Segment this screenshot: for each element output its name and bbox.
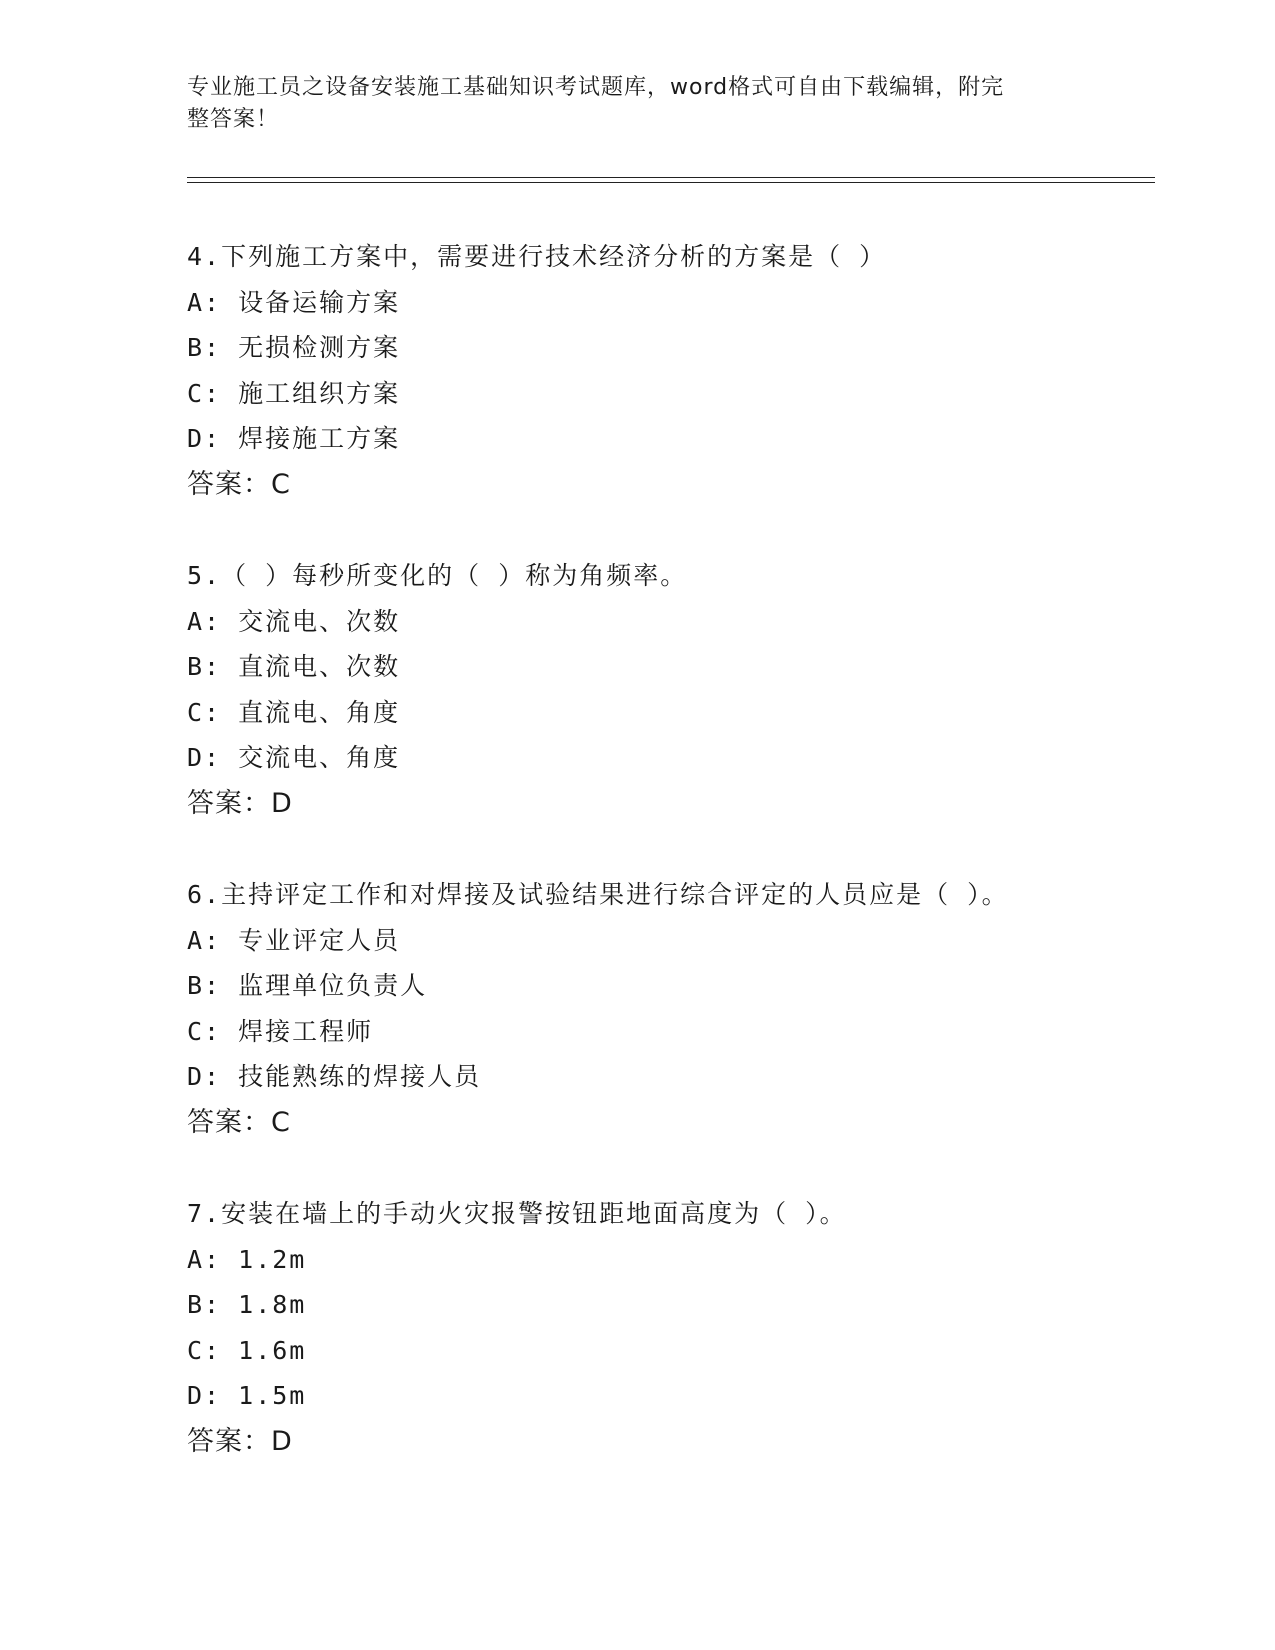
option-b: B: 直流电、次数 xyxy=(187,652,401,681)
answer-text: 答案：D xyxy=(187,787,293,819)
option-a: A: 1.2m xyxy=(187,1244,307,1274)
header-line-1: 专业施工员之设备安装施工基础知识考试题库，word格式可自由下载编辑，附完 xyxy=(187,75,1005,100)
answer-text: 答案：C xyxy=(187,1106,291,1138)
option-b: B: 监理单位负责人 xyxy=(187,971,428,1000)
option-a: A: 设备运输方案 xyxy=(187,287,401,317)
option-b: B: 无损检测方案 xyxy=(187,333,401,362)
option-a: A: 专业评定人员 xyxy=(187,925,401,955)
question-stem: 6.主持评定工作和对焊接及试验结果进行综合评定的人员应是（ ）。 xyxy=(187,880,1009,909)
option-b: B: 1.8m xyxy=(187,1290,307,1319)
question-stem: 7.安装在墙上的手动火灾报警按钮距地面高度为（ ）。 xyxy=(187,1199,847,1228)
option-d: D: 焊接施工方案 xyxy=(187,424,401,453)
question-stem: 5.（ ）每秒所变化的（ ）称为角频率。 xyxy=(187,561,688,590)
option-c: C: 施工组织方案 xyxy=(187,378,401,408)
option-c: C: 1.6m xyxy=(187,1335,307,1365)
answer-text: 答案：C xyxy=(187,468,291,500)
question-7 xyxy=(187,1191,1187,1464)
option-c: C: 焊接工程师 xyxy=(187,1016,374,1046)
option-c: C: 直流电、角度 xyxy=(187,697,401,727)
header-divider-bottom xyxy=(187,182,1155,183)
document-header xyxy=(187,72,1087,136)
option-d: D: 交流电、角度 xyxy=(187,743,401,772)
header-divider-top xyxy=(187,177,1155,178)
question-5 xyxy=(187,553,1187,826)
answer-text: 答案：D xyxy=(187,1425,293,1457)
option-d: D: 1.5m xyxy=(187,1381,307,1410)
header-line-2: 整答案！ xyxy=(187,107,280,132)
question-4 xyxy=(187,234,1187,507)
option-d: D: 技能熟练的焊接人员 xyxy=(187,1062,482,1091)
option-a: A: 交流电、次数 xyxy=(187,606,401,636)
question-stem: 4.下列施工方案中，需要进行技术经济分析的方案是（ ） xyxy=(187,242,887,271)
question-6 xyxy=(187,872,1187,1145)
